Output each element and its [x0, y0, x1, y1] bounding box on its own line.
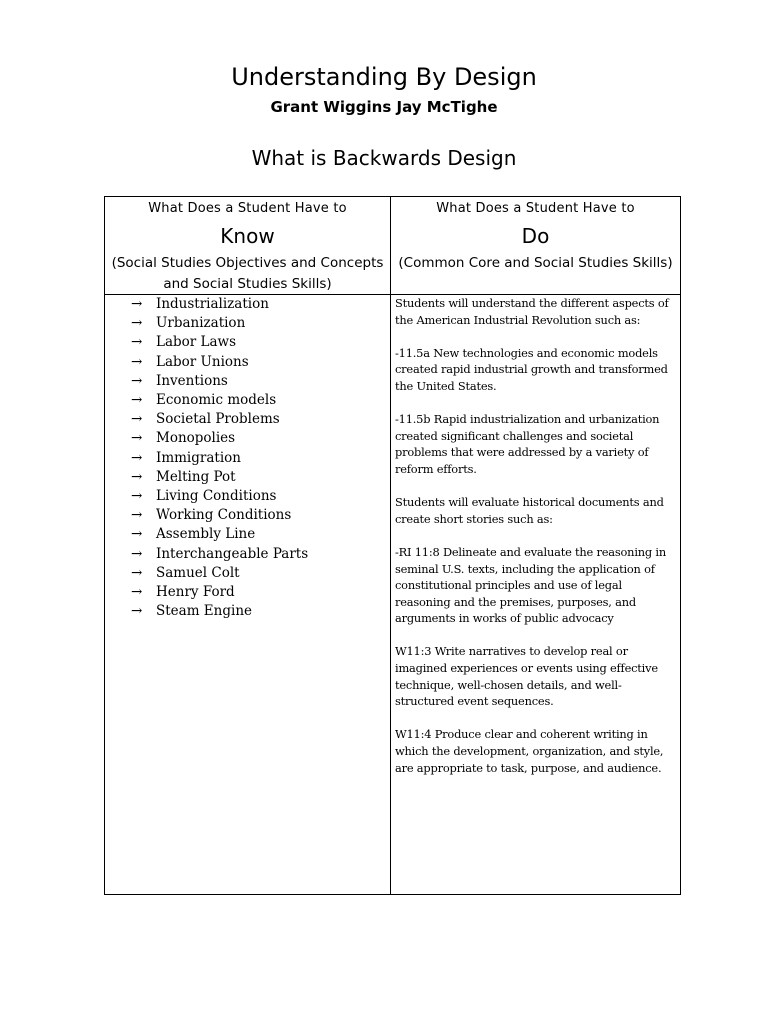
- arrow-right-icon: →: [131, 411, 143, 428]
- authors-line: Grant Wiggins Jay McTighe: [270, 98, 498, 116]
- know-header-cell: [105, 197, 390, 294]
- page-title: Understanding By Design: [231, 63, 537, 91]
- know-list-item: [131, 429, 390, 448]
- column-divider: [390, 197, 391, 894]
- do-paragraph: Students will evaluate historical documents and create short stories such as:: [395, 495, 664, 526]
- arrow-right-icon: →: [131, 449, 143, 466]
- arrow-right-icon: →: [131, 334, 143, 351]
- know-header-description: (Social Studies Objectives and Concepts and Social Studies Skills): [111, 255, 384, 292]
- arrow-right-icon: →: [131, 545, 143, 562]
- know-item-label: Working Conditions: [156, 507, 292, 524]
- know-item-label: Industrialization: [156, 296, 269, 312]
- do-paragraph: -11.5a New technologies and economic models created rapid industrial growth and transformed the United States.: [395, 345, 668, 393]
- know-list-item: [131, 468, 390, 487]
- know-item-label: Inventions: [156, 372, 228, 389]
- arrow-right-icon: →: [131, 564, 143, 581]
- arrow-right-icon: →: [131, 430, 143, 447]
- know-list-item: [131, 372, 390, 391]
- know-item-label: Samuel Colt: [156, 564, 240, 581]
- know-list-item: [131, 295, 390, 314]
- know-list-item: [131, 353, 390, 372]
- arrow-right-icon: →: [131, 584, 143, 601]
- know-item-label: Steam Engine: [156, 603, 252, 620]
- know-list: [105, 295, 390, 621]
- know-header-prompt: What Does a Student Have to: [148, 201, 347, 216]
- know-list-item: [131, 525, 390, 544]
- know-list-item: [131, 583, 390, 602]
- arrow-right-icon: →: [131, 468, 143, 485]
- know-list-item: [131, 314, 390, 333]
- know-item-label: Labor Laws: [156, 334, 237, 351]
- arrow-right-icon: →: [131, 353, 143, 370]
- know-item-label: Interchangeable Parts: [156, 545, 309, 562]
- arrow-right-icon: →: [131, 507, 143, 524]
- know-list-item: [131, 506, 390, 525]
- do-header-description: (Common Core and Social Studies Skills): [398, 255, 673, 271]
- arrow-right-icon: →: [131, 526, 143, 543]
- know-item-label: Living Conditions: [156, 488, 277, 505]
- know-item-label: Economic models: [156, 392, 277, 409]
- do-column: [395, 295, 679, 793]
- know-item-label: Urbanization: [156, 315, 246, 332]
- page-subtitle: What is Backwards Design: [251, 146, 517, 170]
- know-list-item: [131, 391, 390, 410]
- do-paragraph: W11:3 Write narratives to develop real or imagined experiences or events using effective technique, well-chosen details, and well-structured event sequences.: [395, 644, 658, 709]
- backwards-design-table: [104, 196, 681, 895]
- arrow-right-icon: →: [131, 603, 143, 620]
- know-list-item: [131, 449, 390, 468]
- know-item-label: Assembly Line: [156, 526, 256, 543]
- know-item-label: Societal Problems: [156, 411, 280, 428]
- do-header-cell: [391, 197, 680, 294]
- arrow-right-icon: →: [131, 488, 143, 505]
- arrow-right-icon: →: [131, 296, 143, 312]
- do-paragraph: W11:4 Produce clear and coherent writing in which the development, organization, and style, are appropriate to task, purpose, and audience.: [395, 727, 664, 775]
- know-list-item: [131, 602, 390, 621]
- know-header-keyword: Know: [220, 224, 275, 248]
- know-list-item: [131, 487, 390, 506]
- arrow-right-icon: →: [131, 372, 143, 389]
- know-item-label: Immigration: [156, 449, 241, 466]
- do-paragraph: -RI 11:8 Delineate and evaluate the reasoning in seminal U.S. texts, including the application of constitutional principles and use of legal reasoning and the premises, purposes, and arguments in works of public advocacy: [395, 544, 666, 626]
- do-paragraph: -11.5b Rapid industrialization and urbanization created significant challenges and societal problems that were addressed by a variety of reform efforts.: [395, 412, 660, 476]
- know-item-label: Henry Ford: [156, 584, 235, 601]
- do-paragraph: Students will understand the different aspects of the American Industrial Revolution such as:: [395, 296, 669, 327]
- know-list-item: [131, 410, 390, 429]
- know-item-label: Labor Unions: [156, 353, 249, 370]
- do-header-prompt: What Does a Student Have to: [436, 201, 635, 216]
- know-item-label: Monopolies: [156, 430, 236, 447]
- know-list-item: [131, 564, 390, 583]
- arrow-right-icon: →: [131, 315, 143, 332]
- do-header-keyword: Do: [521, 224, 550, 248]
- know-item-label: Melting Pot: [156, 468, 236, 485]
- know-list-item: [131, 333, 390, 352]
- arrow-right-icon: →: [131, 392, 143, 409]
- know-list-item: [131, 545, 390, 564]
